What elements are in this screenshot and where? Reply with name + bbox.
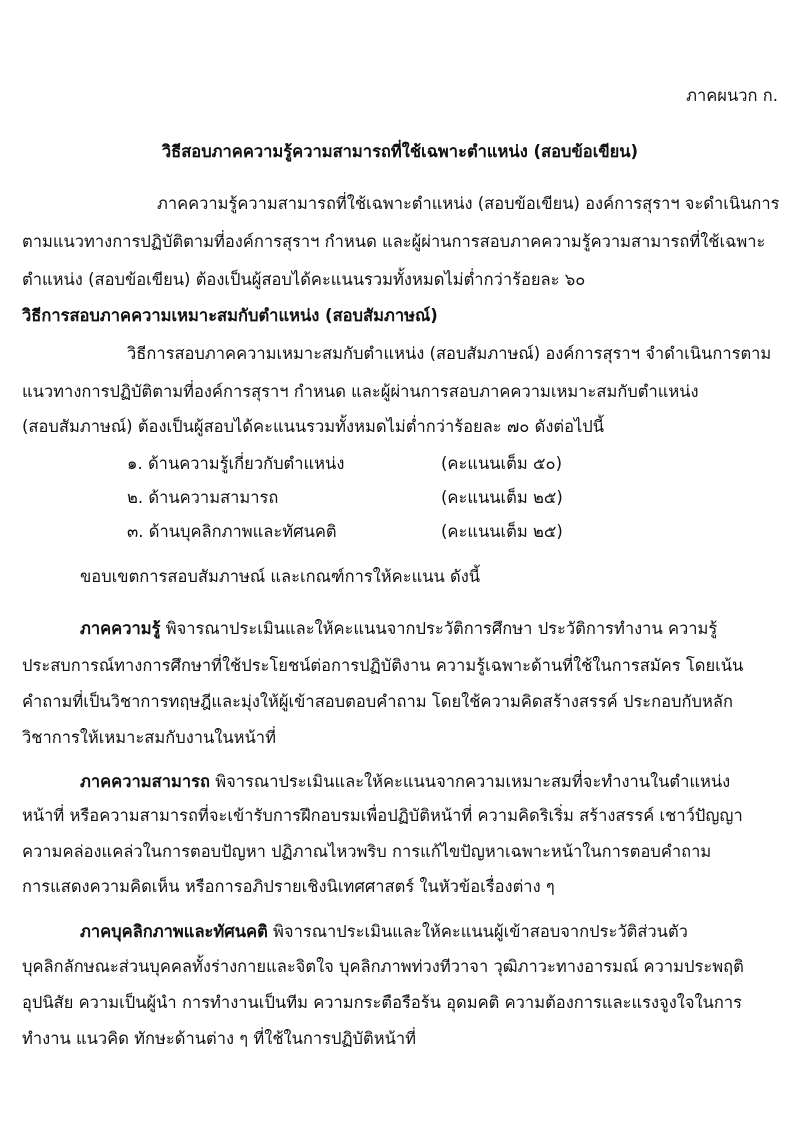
paragraph-line	[80, 770, 730, 794]
ability-first-line: พิจารณาประเมินและให้คะแนนจากความเหมาะสมที่จะทำงานในตำแหน่ง	[209, 772, 731, 791]
scope-line: ขอบเขตการสอบสัมภาษณ์ และเกณฑ์การให้คะแนน ดังนี้	[80, 567, 481, 586]
criterion-score: (คะแนนเต็ม ๒๕)	[441, 522, 563, 541]
knowledge-term: ภาคความรู้	[80, 619, 161, 638]
paragraph-line: หน้าที่ หรือความสามารถที่จะเข้ารับการฝึกอบรมเพื่อปฏิบัติหน้าที่ ความคิดริเริ่ม สร้างสรรค์ เชาว์ปัญญา	[22, 806, 743, 825]
paragraph-line: วิชาการให้เหมาะสมกับงานในหน้าที่	[22, 728, 276, 747]
criterion-label: ๓. ด้านบุคลิกภาพและทัศนคติ	[127, 522, 337, 541]
ability-term: ภาคความสามารถ	[80, 772, 210, 791]
paragraph-line: อุปนิสัย ความเป็นผู้นำ การทำงานเป็นทีม ความกระตือรือร้น อุดมคติ ความต้องการและแรงจูงใจในการ	[22, 993, 742, 1012]
paragraph-line	[80, 920, 688, 944]
appendix-label: ภาคผนวก ก.	[686, 86, 778, 105]
criterion-score: (คะแนนเต็ม ๒๕)	[441, 488, 563, 507]
personality-first-line: พิจารณาประเมินและให้คะแนนผู้เข้าสอบจากประวัติส่วนตัว	[267, 922, 688, 941]
paragraph-line: ตำแหน่ง (สอบข้อเขียน) ต้องเป็นผู้สอบได้คะแนนรวมทั้งหมดไม่ต่ำกว่าร้อยละ ๖๐	[22, 270, 586, 289]
paragraph-line: แนวทางการปฏิบัติตามที่องค์การสุราฯ กำหนด และผู้ผ่านการสอบภาคความเหมาะสมกับตำแหน่ง	[22, 382, 699, 401]
paragraph-line: ภาคความรู้ความสามารถที่ใช้เฉพาะตำแหน่ง (สอบข้อเขียน) องค์การสุราฯ จะดำเนินการ	[157, 194, 780, 213]
paragraph-line: ความคล่องแคล่วในการตอบปัญหา ปฏิภาณไหวพริบ การแก้ไขปัญหาเฉพาะหน้าในการตอบคำถาม	[22, 842, 712, 861]
paragraph-line: วิธีการสอบภาคความเหมาะสมกับตำแหน่ง (สอบสัมภาษณ์) องค์การสุราฯ จำดำเนินการตาม	[127, 344, 772, 363]
knowledge-first-line: พิจารณาประเมินและให้คะแนนจากประวัติการศึกษา ประวัติการทำงาน ความรู้	[160, 619, 718, 638]
interview-heading: วิธีการสอบภาคความเหมาะสมกับตำแหน่ง (สอบสัมภาษณ์)	[22, 306, 438, 325]
criterion-score: (คะแนนเต็ม ๕๐)	[441, 454, 563, 473]
paragraph-line: ประสบการณ์ทางการศึกษาที่ใช้ประโยชน์ต่อการปฏิบัติงาน ความรู้เฉพาะด้านที่ใช้ในการสมัคร โดยเน้น	[22, 656, 744, 675]
paragraph-line: ทำงาน แนวคิด ทักษะด้านต่าง ๆ ที่ใช้ในการปฏิบัติหน้าที่	[22, 1029, 417, 1048]
paragraph-line: (สอบสัมภาษณ์) ต้องเป็นผู้สอบได้คะแนนรวมทั้งหมดไม่ต่ำกว่าร้อยละ ๗๐ ดังต่อไปนี้	[22, 417, 605, 436]
paragraph-line: ตามแนวทางการปฏิบัติตามที่องค์การสุราฯ กำหนด และผู้ผ่านการสอบภาคความรู้ความสามารถที่ใช้เฉพาะ	[22, 232, 766, 251]
criterion-label: ๒. ด้านความสามารถ	[127, 488, 279, 507]
paragraph-line	[80, 617, 717, 641]
page-title: วิธีสอบภาคความรู้ความสามารถที่ใช้เฉพาะตำแหน่ง (สอบข้อเขียน)	[161, 142, 639, 161]
paragraph-line: การแสดงความคิดเห็น หรือการอภิปรายเชิงนิเทศศาสตร์ ในหัวข้อเรื่องต่าง ๆ	[22, 877, 555, 896]
paragraph-line: บุคลิกลักษณะส่วนบุคคลทั้งร่างกายและจิตใจ บุคลิกภาพท่วงทีวาจา วุฒิภาวะทางอารมณ์ ความประพฤติ	[22, 957, 744, 976]
personality-term: ภาคบุคลิกภาพและทัศนคติ	[80, 922, 268, 941]
paragraph-line: คำถามที่เป็นวิชาการทฤษฎีและมุ่งให้ผู้เข้าสอบตอบคำถาม โดยใช้ความคิดสร้างสรรค์ ประกอบกับหลัก	[22, 692, 733, 711]
criterion-label: ๑. ด้านความรู้เกี่ยวกับตำแหน่ง	[127, 454, 345, 473]
